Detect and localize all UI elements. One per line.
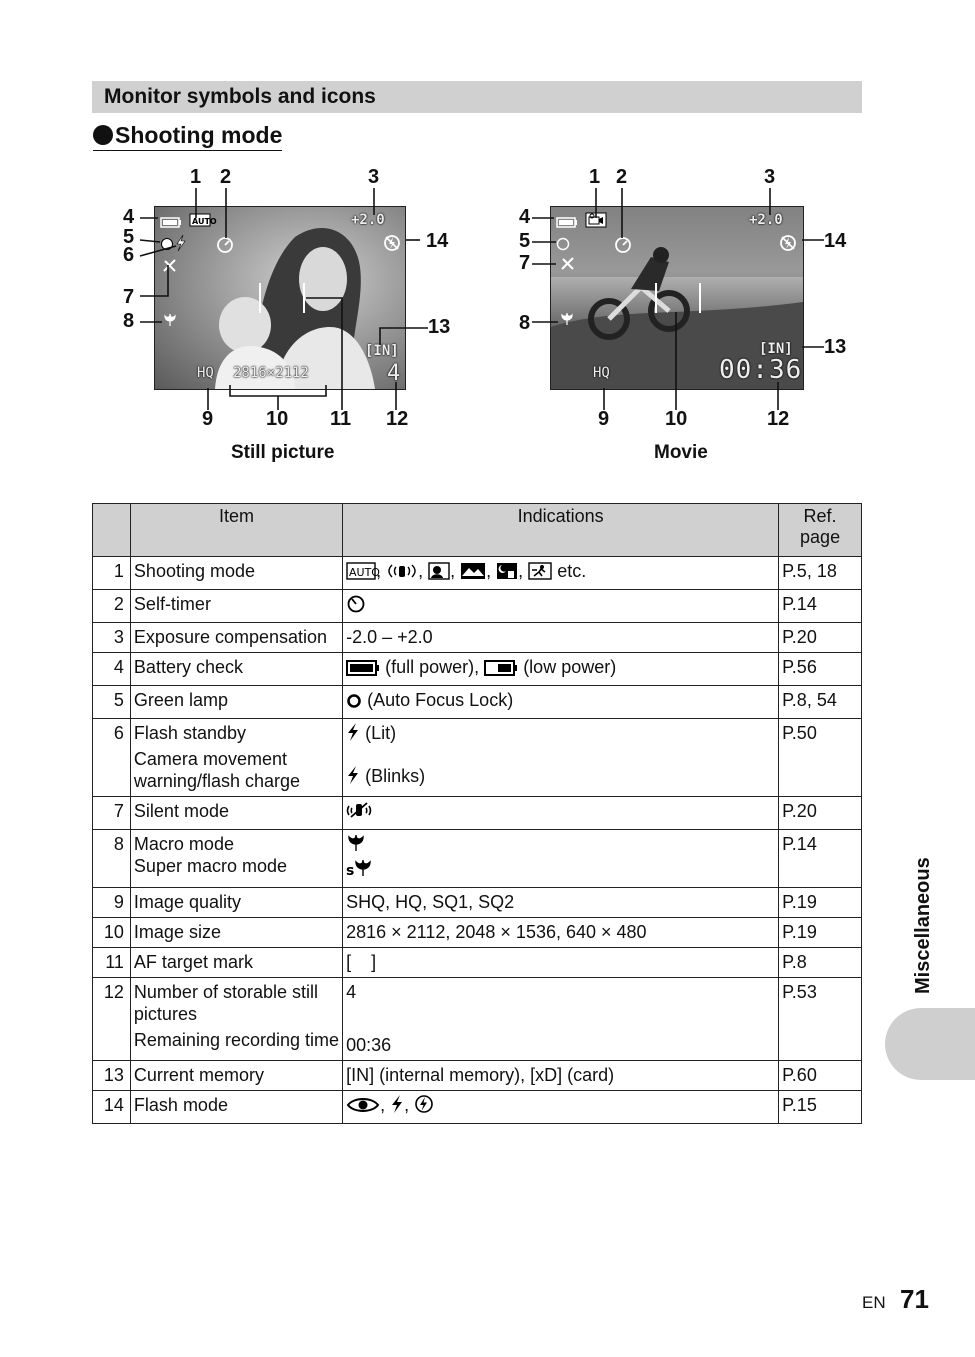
row-item: Shooting mode [130, 557, 342, 590]
header-item: Item [130, 504, 342, 557]
storable-count: 4 [387, 361, 401, 386]
still-picture-figure [110, 160, 460, 470]
header-ref-page-text: Ref. page [800, 506, 841, 547]
red-eye-reduction-icon [346, 1096, 380, 1119]
header-ref-page [779, 504, 862, 557]
sport-icon [528, 562, 552, 585]
super-macro-label: Super macro mode [133, 856, 287, 876]
table-row [93, 830, 862, 888]
table-row [93, 719, 862, 797]
etc-text: etc. [557, 561, 587, 581]
row-ref-page: P.8, 54 [779, 686, 862, 719]
image-quality: HQ [593, 365, 610, 381]
flash-icon [346, 722, 360, 747]
table-row [93, 918, 862, 948]
row-item [130, 719, 342, 797]
silent-mode-icon [346, 800, 372, 825]
callout-8: 8 [123, 310, 135, 332]
callout-1: 1 [190, 166, 202, 188]
memory-indicator: [IN] [759, 341, 793, 357]
row-indications [343, 830, 779, 888]
row-indications [343, 978, 779, 1061]
svg-text:s: s [346, 863, 355, 879]
row-number: 9 [93, 888, 131, 918]
row-indications: 2816 × 2112, 2048 × 1536, 640 × 480 [343, 918, 779, 948]
row-ref-page: P.8 [779, 948, 862, 978]
row-number: 1 [93, 557, 131, 590]
callout-5: 5 [519, 230, 531, 252]
callout-13: 13 [824, 336, 847, 358]
row-ref-page: P.56 [779, 653, 862, 686]
exposure-value: +2.0 [749, 212, 783, 228]
remaining-time: 00:36 [719, 355, 803, 385]
row-item: Green lamp [130, 686, 342, 719]
flash-lit-text: (Lit) [365, 723, 397, 743]
flash-icon [346, 765, 360, 790]
callout-3: 3 [368, 166, 380, 188]
row-number: 6 [93, 719, 131, 797]
section-title: Monitor symbols and icons [104, 85, 376, 108]
table-row [93, 888, 862, 918]
callout-7: 7 [519, 252, 531, 274]
callout-2: 2 [220, 166, 232, 188]
row-indications [343, 686, 779, 719]
callout-14: 14 [426, 230, 449, 252]
storable-value: 4 [346, 982, 357, 1002]
row-ref-page: P.14 [779, 830, 862, 888]
storable-label: Number of storable still pictures [133, 982, 318, 1024]
row-number: 8 [93, 830, 131, 888]
row-item [130, 978, 342, 1061]
callout-12: 12 [386, 408, 409, 430]
callout-8: 8 [519, 312, 531, 334]
page-number: 71 [900, 1284, 929, 1314]
battery-low-text: (low power) [523, 657, 617, 677]
callout-11: 11 [330, 408, 352, 430]
recording-time-value: 00:36 [346, 1035, 392, 1055]
table-row [93, 948, 862, 978]
row-indications: [ ] [343, 948, 779, 978]
portrait-icon [428, 562, 450, 585]
row-item: Self-timer [130, 590, 342, 623]
macro-icon [346, 833, 366, 858]
row-indications [343, 719, 779, 797]
callout-9: 9 [598, 408, 610, 430]
flash-icon [390, 1094, 404, 1119]
night-scene-icon [496, 562, 518, 585]
row-ref-page: P.50 [779, 719, 862, 797]
table-row [93, 557, 862, 590]
row-ref-page: P.15 [779, 1091, 862, 1124]
row-item: Flash mode [130, 1091, 342, 1124]
row-indications [343, 797, 779, 830]
callout-4: 4 [519, 206, 531, 228]
row-indications: -2.0 – +2.0 [343, 623, 779, 653]
image-quality: HQ [197, 365, 214, 381]
row-indications [343, 653, 779, 686]
callout-13: 13 [428, 316, 451, 338]
row-ref-page: P.19 [779, 918, 862, 948]
landscape-icon [460, 562, 486, 585]
table-row [93, 653, 862, 686]
anti-shake-icon [386, 562, 418, 585]
callout-10: 10 [665, 408, 688, 430]
movie-caption: Movie [654, 442, 708, 463]
row-number: 11 [93, 948, 131, 978]
table-header-row [93, 504, 862, 557]
flash-off-icon [414, 1094, 434, 1119]
row-indications: [IN] (internal memory), [xD] (card) [343, 1061, 779, 1091]
callout-10: 10 [266, 408, 289, 430]
chapter-label: Miscellaneous [912, 857, 934, 994]
page-language: EN [862, 1293, 886, 1312]
row-ref-page: P.14 [779, 590, 862, 623]
row-ref-page: P.53 [779, 978, 862, 1061]
auto-mode-icon [346, 562, 381, 585]
table-row [93, 1061, 862, 1091]
row-number: 4 [93, 653, 131, 686]
row-number: 5 [93, 686, 131, 719]
svg-text:AUTO: AUTO [192, 217, 217, 226]
flash-blinks-text: (Blinks) [365, 766, 426, 786]
row-number: 7 [93, 797, 131, 830]
super-macro-icon [346, 858, 372, 883]
row-item: AF target mark [130, 948, 342, 978]
row-item: Current memory [130, 1061, 342, 1091]
row-item: Image quality [130, 888, 342, 918]
table-row [93, 1091, 862, 1124]
row-number: 10 [93, 918, 131, 948]
section-header-bar [92, 81, 862, 113]
row-number: 13 [93, 1061, 131, 1091]
battery-full-text: (full power), [385, 657, 480, 677]
row-ref-page: P.20 [779, 797, 862, 830]
svg-text:AUTO: AUTO [349, 566, 381, 579]
callout-14: 14 [824, 230, 847, 252]
image-size: 2816×2112 [233, 365, 309, 381]
subsection-title-text: Shooting mode [115, 122, 283, 148]
row-ref-page: P.20 [779, 623, 862, 653]
row-number: 14 [93, 1091, 131, 1124]
row-item: Silent mode [130, 797, 342, 830]
table-row [93, 978, 862, 1061]
row-ref-page: P.5, 18 [779, 557, 862, 590]
row-indications: AUTO , , , , , etc. [343, 557, 779, 590]
row-number: 2 [93, 590, 131, 623]
self-timer-icon [346, 593, 366, 618]
table-row [93, 590, 862, 623]
row-item: Exposure compensation [130, 623, 342, 653]
callout-4: 4 [123, 206, 135, 228]
memory-indicator: [IN] [365, 343, 399, 359]
callout-2: 2 [616, 166, 628, 188]
camera-movement-label: Camera movement warning/flash charge [133, 749, 301, 791]
row-indications: SHQ, HQ, SQ1, SQ2 [343, 888, 779, 918]
bullet-icon [93, 125, 113, 145]
table-row [93, 686, 862, 719]
table-row [93, 623, 862, 653]
exposure-value: +2.0 [351, 212, 385, 228]
callout-3: 3 [764, 166, 776, 188]
still-picture-caption: Still picture [231, 442, 335, 463]
row-indications: , , [343, 1091, 779, 1124]
subsection-title [93, 122, 282, 151]
row-ref-page: P.19 [779, 888, 862, 918]
monitor-symbols-table [92, 503, 862, 1124]
row-item: Image size [130, 918, 342, 948]
movie-figure [506, 160, 856, 470]
row-ref-page: P.60 [779, 1061, 862, 1091]
battery-full-icon [346, 659, 380, 681]
header-indications: Indications [343, 504, 779, 557]
row-number: 12 [93, 978, 131, 1061]
callout-5: 5 [123, 226, 135, 248]
callout-12: 12 [767, 408, 790, 430]
row-indications [343, 590, 779, 623]
chapter-tab [885, 1008, 975, 1080]
recording-time-label: Remaining recording time [133, 1030, 340, 1050]
row-item [130, 830, 342, 888]
flash-standby-label: Flash standby [133, 723, 246, 743]
table-row [93, 797, 862, 830]
header-number [93, 504, 131, 557]
callout-9: 9 [202, 408, 214, 430]
row-item: Battery check [130, 653, 342, 686]
callout-1: 1 [589, 166, 601, 188]
row-number: 3 [93, 623, 131, 653]
green-lamp-text: (Auto Focus Lock) [367, 690, 514, 710]
callout-6: 6 [123, 244, 135, 266]
callout-7: 7 [123, 286, 135, 308]
green-lamp-icon [346, 692, 362, 714]
battery-low-icon [484, 659, 518, 681]
macro-mode-label: Macro mode [133, 834, 234, 854]
